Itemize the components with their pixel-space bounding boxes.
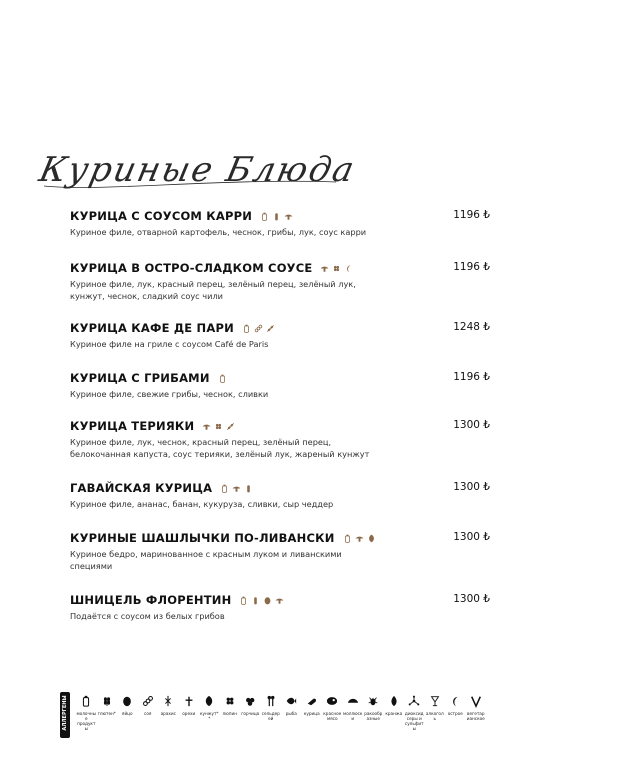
item-name: КУРИЦА КАФЕ ДЕ ПАРИ (70, 321, 234, 335)
nuts-icon (183, 694, 195, 708)
legend-item (158, 694, 179, 731)
milk-icon (260, 212, 269, 221)
peanut-icon (162, 694, 174, 708)
legend-label: орехи (182, 711, 196, 716)
legend-tab (60, 692, 70, 738)
milk-icon (218, 374, 227, 383)
item-allergens (220, 484, 253, 493)
item-price: 1196 ₺ (453, 371, 490, 383)
item-price: 1300 ₺ (453, 531, 490, 543)
legend-label: ракообразные (364, 711, 383, 721)
legend-item (240, 694, 261, 731)
menu-item (70, 260, 490, 302)
legend-item (97, 694, 118, 731)
item-name: КУРИЦА С СОУСОМ КАРРИ (70, 209, 253, 223)
legend-label: красное мясо (323, 711, 342, 721)
mollusc-icon (347, 694, 359, 708)
mushroom-icon (275, 596, 284, 605)
lupin-icon (332, 264, 341, 273)
mustard-icon (251, 596, 260, 605)
soy-icon (254, 324, 263, 333)
item-description: Куриное филе, свежие грибы, чеснок, сливки (70, 389, 269, 399)
mustard-icon (272, 212, 281, 221)
legend-label: яйцо (121, 711, 133, 716)
vegetarian-icon (470, 694, 482, 708)
item-price: 1300 ₺ (453, 593, 490, 605)
item-description: Куриное филе, лук, чеснок, красный перец, зелёный перец, белокочанная капуста, соус терияки, зелёный лук, жареный кунжут (70, 437, 370, 459)
gluten-icon (101, 694, 113, 708)
item-description: Подаётся с соусом из белых грибов (70, 611, 225, 621)
mustard-icon (244, 694, 256, 708)
legend-item (179, 694, 200, 731)
item-allergens (260, 212, 293, 221)
legend-label: сельдерей (261, 711, 280, 721)
legend-item (384, 694, 405, 731)
item-description: Куриное филе, отварной картофель, чеснок, грибы, лук, соус карри (70, 227, 367, 237)
mushroom-icon (202, 422, 211, 431)
item-description: Куриное филе, ананас, банан, кукуруза, сливки, сыр чеддер (70, 499, 334, 509)
legend-label: курица (303, 711, 320, 716)
kranzha-icon (388, 694, 400, 708)
soy-icon (142, 694, 154, 708)
mushroom-icon (284, 212, 293, 221)
menu-item (70, 370, 490, 400)
item-description: Куриное филе на гриле с соусом Café de Paris (70, 339, 269, 349)
legend-label: рыба (285, 711, 297, 716)
legend-item (117, 694, 138, 731)
egg-icon (263, 596, 272, 605)
item-allergens (242, 324, 275, 333)
legend-item (445, 694, 466, 731)
menu-item (70, 480, 490, 510)
milk-icon (220, 484, 229, 493)
mustard-icon (244, 484, 253, 493)
spicy-icon (344, 264, 353, 273)
mushroom-icon (232, 484, 241, 493)
celery-icon (265, 694, 277, 708)
item-price: 1300 ₺ (453, 419, 490, 431)
fish-icon (285, 694, 297, 708)
item-name: ШНИЦЕЛЬ ФЛОРЕНТИН (70, 593, 232, 607)
milk-icon (343, 534, 352, 543)
legend-label: моллюски (343, 711, 363, 721)
lupin-icon (214, 422, 223, 431)
legend-label: горчица (241, 711, 260, 716)
legend-label: глютен* (97, 711, 116, 716)
menu-item (70, 592, 490, 622)
milk-icon (242, 324, 251, 333)
item-description: Куриное филе, лук, красный перец, зелёный перец, зелёный лук, кунжут, чеснок, сладкий соус чили (70, 279, 356, 301)
legend-label: алкоголь (425, 711, 444, 721)
legend-item (404, 694, 425, 731)
menu-item (70, 530, 490, 572)
menu-item (70, 320, 490, 350)
legend-item (138, 694, 159, 731)
legend-label: молочные продукты (76, 711, 96, 731)
legend-label: соя (144, 711, 152, 716)
legend-label: диоксид серы и сульфиты (404, 711, 424, 731)
legend-item (302, 694, 323, 731)
legend-item (425, 694, 446, 731)
legend-label: арахис (160, 711, 176, 716)
sesame-icon (367, 534, 376, 543)
legend-label: кунжут** (199, 711, 219, 721)
lupin-icon (224, 694, 236, 708)
item-name: КУРИЦА С ГРИБАМИ (70, 371, 210, 385)
legend-label: вегетарианское (466, 711, 485, 721)
item-allergens (343, 534, 376, 543)
legend-label: люпин (222, 711, 237, 716)
heading-swash-icon (40, 176, 340, 192)
sesame-icon (203, 694, 215, 708)
egg-icon (121, 694, 133, 708)
legend-label: острое (447, 711, 463, 716)
item-price: 1196 ₺ (453, 261, 490, 273)
menu-item (70, 418, 490, 460)
mushroom-icon (320, 264, 329, 273)
legend-item (466, 694, 487, 731)
item-description: Куриное бедро, маринованное с красным луком и ливанскими специями (70, 549, 342, 571)
legend-items (76, 694, 486, 731)
meat-icon (326, 694, 338, 708)
item-price: 1196 ₺ (453, 209, 490, 221)
item-name: ГАВАЙСКАЯ КУРИЦА (70, 481, 213, 495)
milk-icon (80, 694, 92, 708)
milk-icon (239, 596, 248, 605)
item-name: КУРИЦА ТЕРИЯКИ (70, 419, 195, 433)
allergen-legend (60, 692, 600, 752)
item-name: КУРИЦА В ОСТРО-СЛАДКОМ СОУСЕ (70, 261, 313, 275)
alcohol-icon (429, 694, 441, 708)
gluten-icon (226, 422, 235, 431)
legend-item (322, 694, 343, 731)
item-price: 1248 ₺ (453, 321, 490, 333)
legend-item (76, 694, 97, 731)
item-allergens (218, 374, 227, 383)
section-heading: Куриные Блюда (35, 150, 360, 190)
legend-item (281, 694, 302, 731)
item-allergens (320, 264, 353, 273)
legend-item (199, 694, 220, 731)
legend-item (363, 694, 384, 731)
legend-item (220, 694, 241, 731)
item-price: 1300 ₺ (453, 481, 490, 493)
item-allergens (202, 422, 235, 431)
menu-item (70, 208, 490, 238)
item-name: КУРИНЫЕ ШАШЛЫЧКИ ПО-ЛИВАНСКИ (70, 531, 335, 545)
legend-item (261, 694, 282, 731)
legend-tab-label: АЛЛЕРГЕНЫ (62, 695, 68, 731)
legend-label: кранжа (385, 711, 403, 716)
chicken-icon (306, 694, 318, 708)
mushroom-icon (355, 534, 364, 543)
crustacean-icon (367, 694, 379, 708)
legend-item (343, 694, 364, 731)
sulphite-icon (408, 694, 420, 708)
item-allergens (239, 596, 284, 605)
gluten-icon (266, 324, 275, 333)
spicy-icon (449, 694, 461, 708)
